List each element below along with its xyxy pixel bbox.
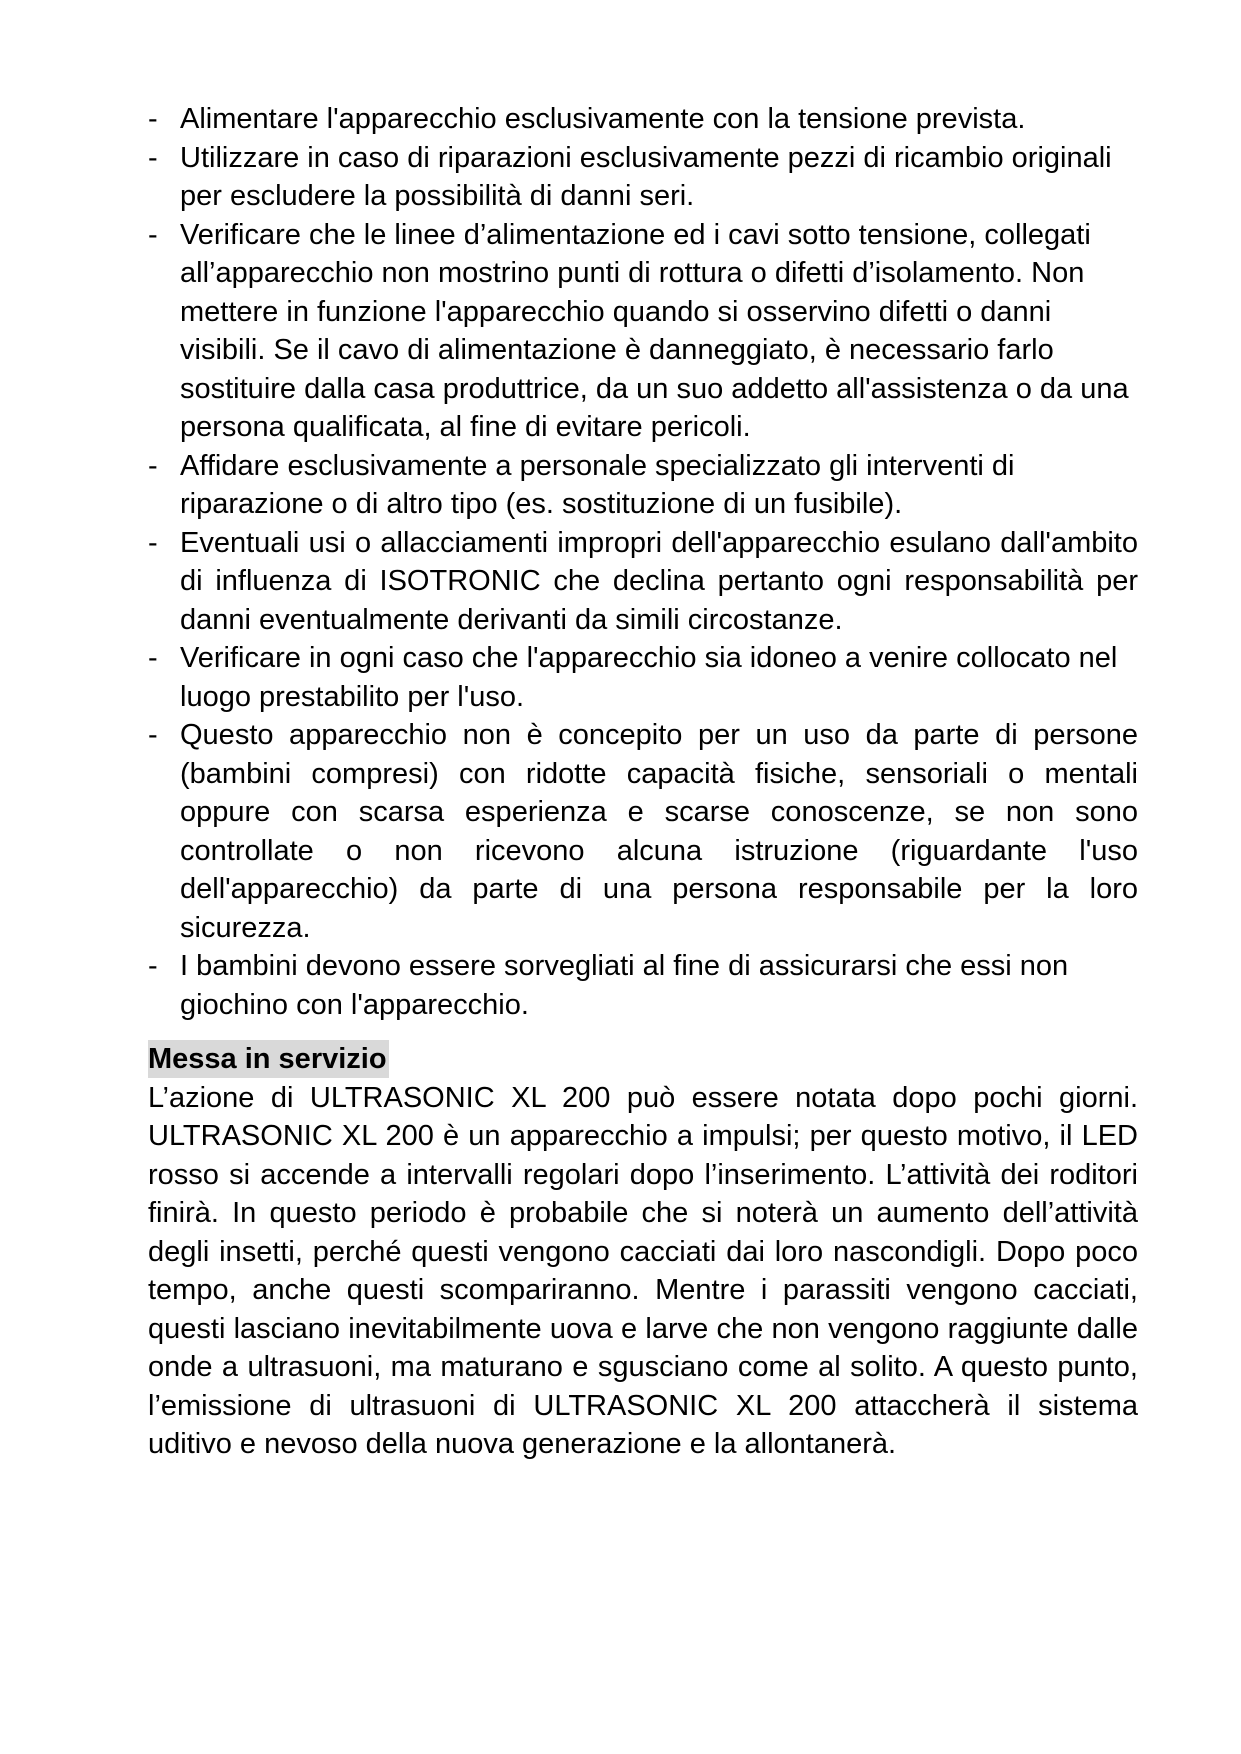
bullet-dash: - <box>148 449 158 482</box>
bullet-dash: - <box>148 950 158 982</box>
list-item <box>148 639 1138 716</box>
bullet-dash: - <box>148 526 158 559</box>
list-item <box>148 216 1138 447</box>
list-item <box>148 716 1138 947</box>
bullet-dash: - <box>148 642 158 674</box>
section-heading: Messa in servizio <box>148 1040 389 1078</box>
bullet-dash: - <box>148 218 158 251</box>
list-item <box>148 524 1138 640</box>
list-item <box>148 947 1138 1024</box>
safety-bullet-list <box>148 100 1138 1024</box>
bullet-dash: - <box>148 141 158 174</box>
page-content <box>148 100 1138 1464</box>
bullet-text: Verificare che le linee d’alimentazione ed i cavi sotto tensione, collegati all’apparecchio non mostrino punti di rottura o difetti d’isolamento. Non mettere in funzione l'apparecchio quando si osservino difetti o danni visibili. Se il cavo di alimentazione è danneggiato, è necessario farlo sostituire dalla casa produttrice, da un suo addetto all'assistenza o da una persona qualificata, al fine di evitare pericoli. <box>180 218 1129 443</box>
bullet-dash: - <box>148 719 158 751</box>
bullet-dash: - <box>148 103 158 135</box>
bullet-text: Eventuali usi o allacciamenti impropri dell'apparecchio esulano dall'ambito di influenza di ISOTRONIC che declina pertanto ogni responsabilità per danni eventualmente derivanti da simili circostanze. <box>180 526 1138 636</box>
section-paragraph: L’azione di ULTRASONIC XL 200 può essere notata dopo pochi giorni. ULTRASONIC XL 200 è un apparecchio a impulsi; per questo motivo, il LED rosso si accende a intervalli regolari dopo l’inserimento. L’attività dei roditori finirà. In questo periodo è probabile che si noterà un aumento dell’attività degli insetti, perché questi vengono cacciati dai loro nascondigli. Dopo poco tempo, anche questi scompariranno. Mentre i parassiti vengono cacciati, questi lasciano inevitabilmente uova e larve che non vengono raggiunte dalle onde a ultrasuoni, ma maturano e sgusciano come al solito. A questo punto, l’emissione di ultrasuoni di ULTRASONIC XL 200 attaccherà il sistema uditivo e nevoso della nuova generazione e la allontanerà. <box>148 1081 1138 1460</box>
bullet-text: Alimentare l'apparecchio esclusivamente con la tensione prevista. <box>180 103 1026 135</box>
bullet-text: Affidare esclusivamente a personale specializzato gli interventi di riparazione o di altro tipo (es. sostituzione di un fusibile). <box>180 449 1015 520</box>
list-item <box>148 139 1138 216</box>
bullet-text: Utilizzare in caso di riparazioni esclusivamente pezzi di ricambio originali per escludere la possibilità di danni seri. <box>180 141 1112 212</box>
bullet-text: Verificare in ogni caso che l'apparecchio sia idoneo a venire collocato nel luogo prestabilito per l'uso. <box>180 642 1118 713</box>
bullet-text: I bambini devono essere sorvegliati al fine di assicurarsi che essi non giochino con l'apparecchio. <box>180 950 1069 1021</box>
list-item <box>148 447 1138 524</box>
bullet-text: Questo apparecchio non è concepito per un uso da parte di persone (bambini compresi) con ridotte capacità fisiche, sensoriali o mentali oppure con scarsa esperienza e scarse conoscenze, se non sono controllate o non ricevono alcuna istruzione (riguardante l'uso dell'apparecchio) da parte di una persona responsabile per la loro sicurezza. <box>180 719 1138 944</box>
list-item <box>148 100 1138 139</box>
